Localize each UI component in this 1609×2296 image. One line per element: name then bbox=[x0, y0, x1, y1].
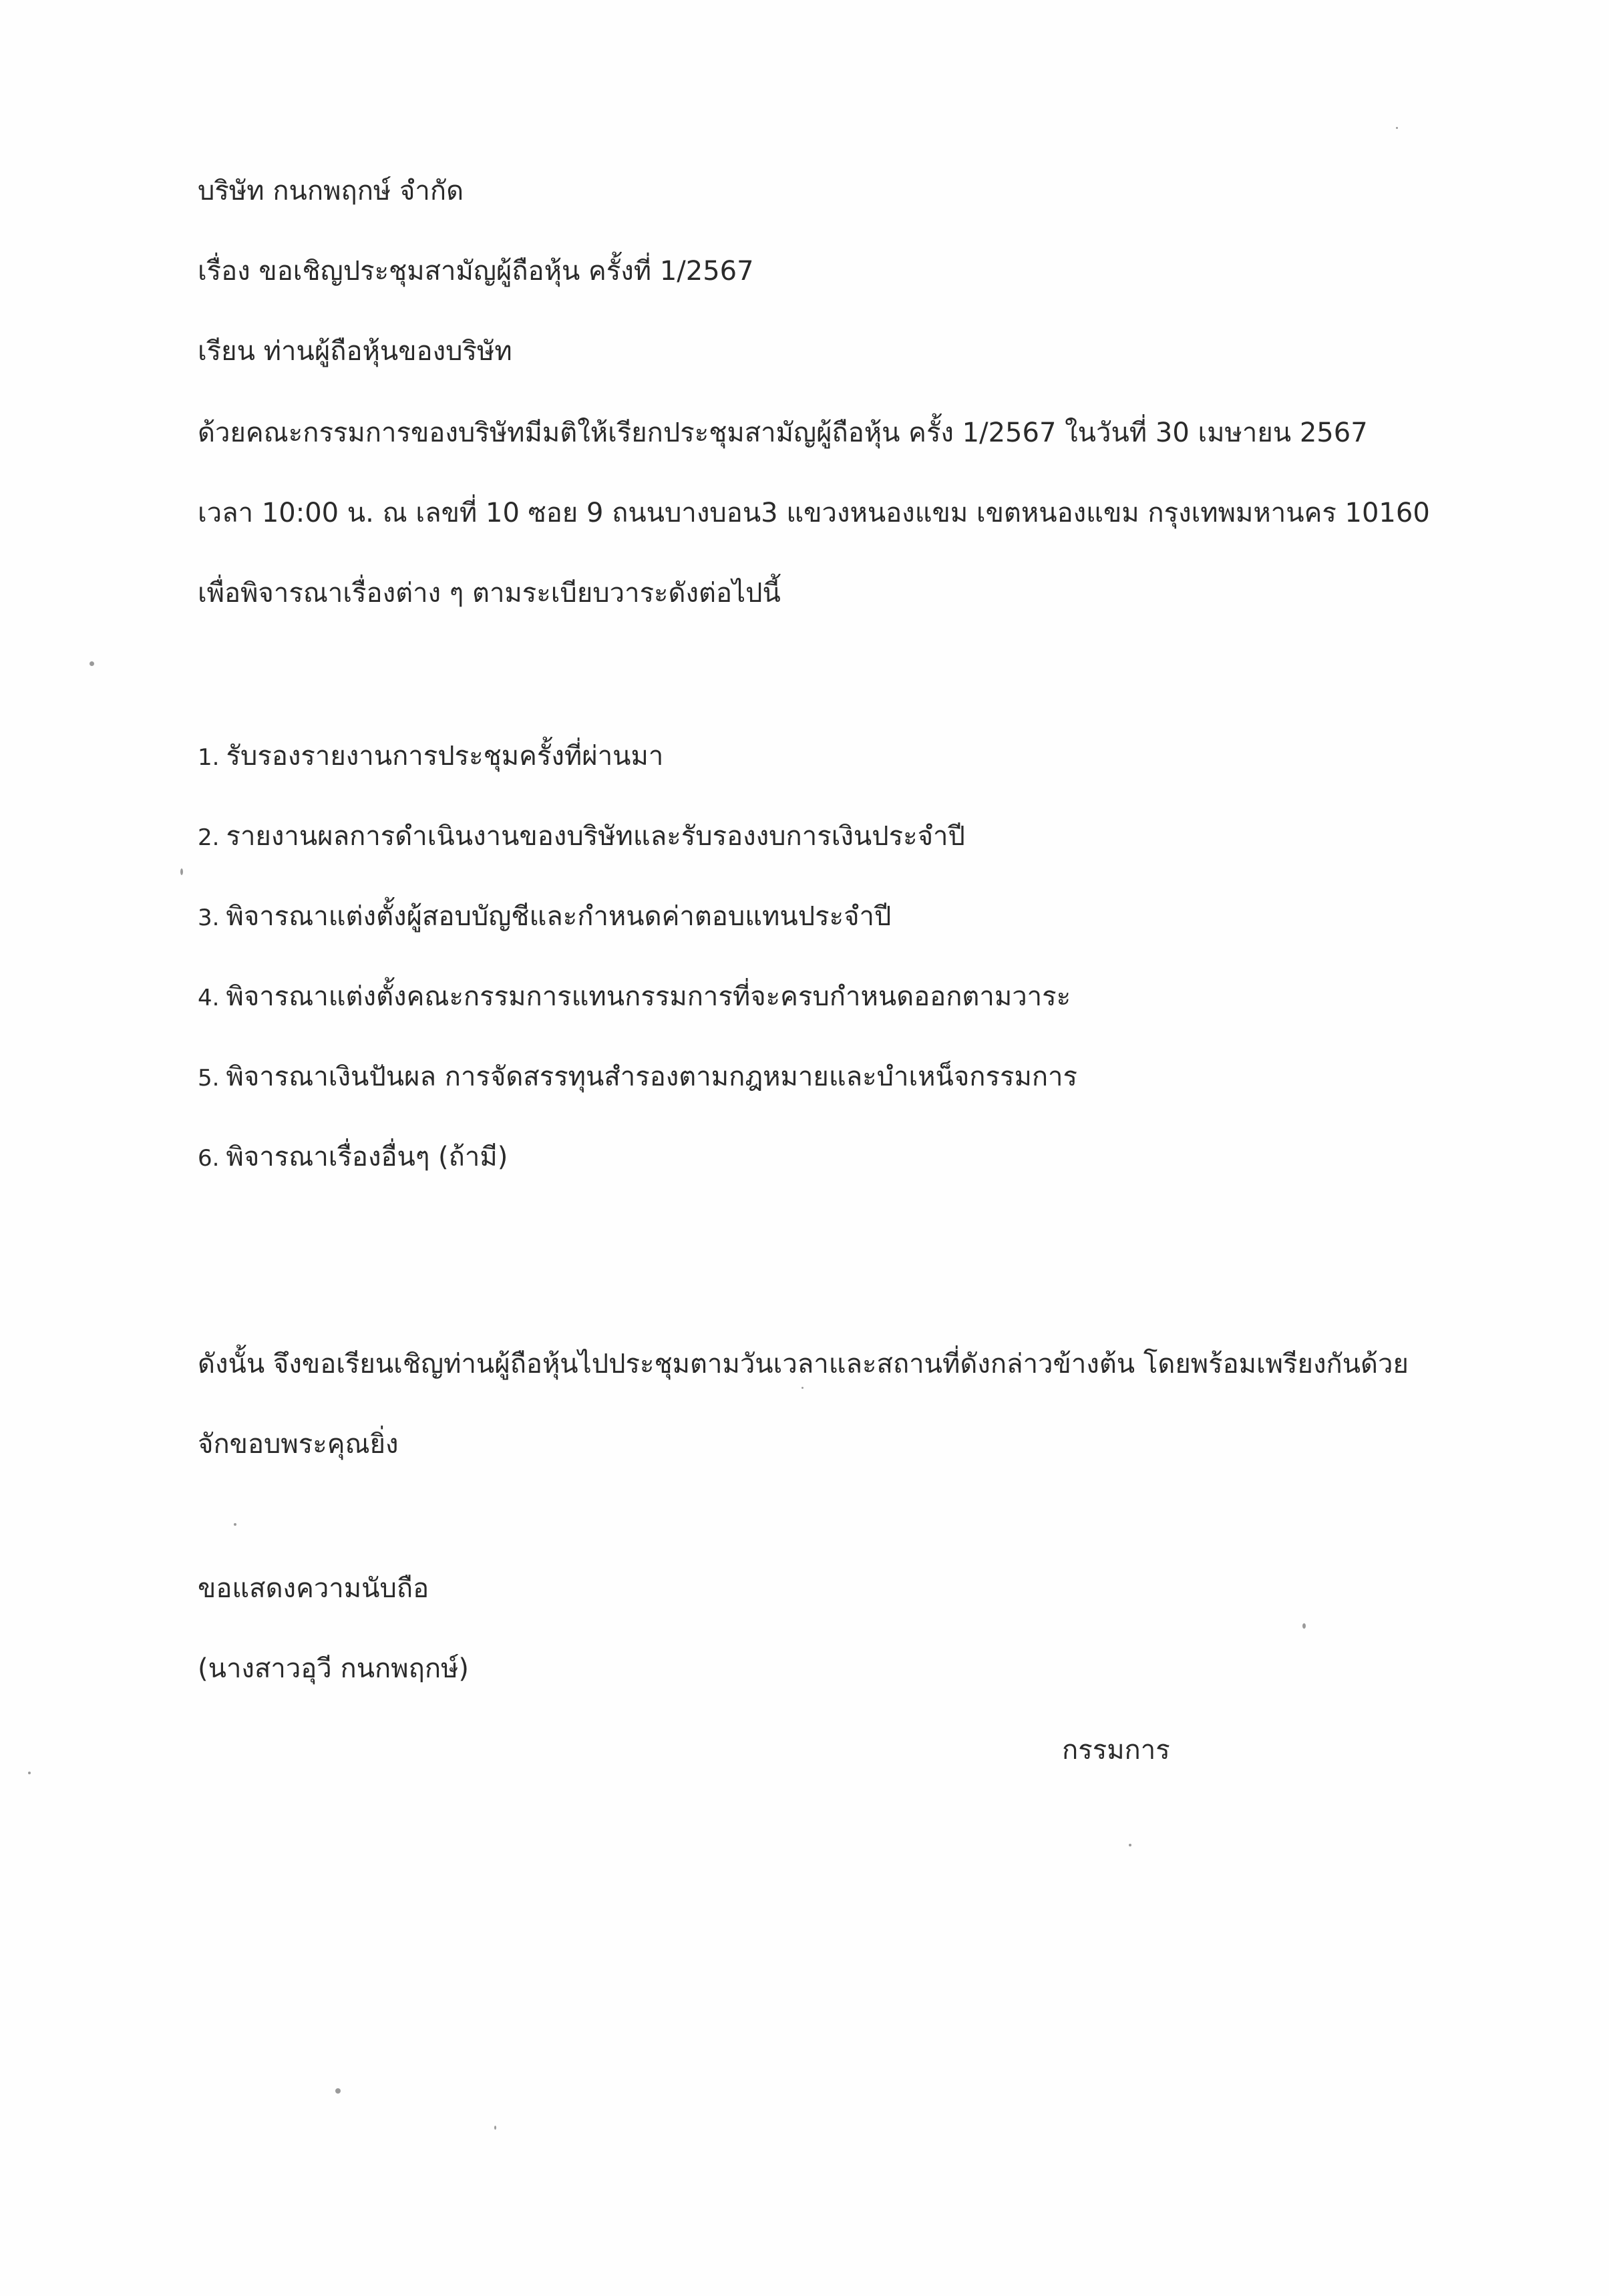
scan-speck bbox=[335, 2088, 341, 2094]
body-line-2: เวลา 10:00 น. ณ เลขที่ 10 ซอย 9 ถนนบางบอน3 แขวงหนองแขม เขตหนองแขม กรุงเทพมหานคร 10160 bbox=[198, 498, 1430, 528]
closing-line-2: จักขอบพระคุณยิ่ง bbox=[198, 1429, 399, 1460]
agenda-item-text: พิจารณาแต่งตั้งคณะกรรมการแทนกรรมการที่จะครบกำหนดออกตามวาระ bbox=[226, 981, 1071, 1012]
agenda-item-number: 5. bbox=[198, 1065, 220, 1092]
signatory-position: กรรมการ bbox=[1062, 1735, 1170, 1766]
scan-speck bbox=[1302, 1623, 1306, 1629]
closing-line-1: ดังนั้น จึงขอเรียนเชิญท่านผู้ถือหุ้นไปประชุมตามวันเวลาและสถานที่ดังกล่าวข้างต้น โดยพร้อมเพรียงกันด้วย bbox=[198, 1349, 1409, 1379]
scan-speck bbox=[234, 1523, 236, 1526]
agenda-item-3 bbox=[198, 898, 891, 937]
agenda-item-2 bbox=[198, 818, 965, 856]
agenda-item-5 bbox=[198, 1058, 1077, 1097]
agenda-item-text: พิจารณาเงินปันผล การจัดสรรทุนสำรองตามกฎหมายและบำเหน็จกรรมการ bbox=[226, 1061, 1077, 1092]
scan-speck bbox=[801, 1387, 803, 1389]
agenda-item-1 bbox=[198, 737, 663, 776]
agenda-item-text: รับรองรายงานการประชุมครั้งที่ผ่านมา bbox=[226, 741, 664, 772]
letter-subject: เรื่อง ขอเชิญประชุมสามัญผู้ถือหุ้น ครั้งที่ 1/2567 bbox=[198, 256, 754, 287]
company-name: บริษัท กนกพฤกษ์ จำกัด bbox=[198, 176, 464, 206]
scan-speck bbox=[1396, 127, 1398, 129]
scan-speck bbox=[1129, 1844, 1131, 1846]
agenda-item-number: 6. bbox=[198, 1145, 220, 1172]
agenda-item-number: 1. bbox=[198, 744, 220, 771]
agenda-item-4 bbox=[198, 978, 1071, 1017]
body-line-1: ด้วยคณะกรรมการของบริษัทมีมติให้เรียกประชุมสามัญผู้ถือหุ้น ครั้ง 1/2567 ในวันที่ 30 เมษายน 2567 bbox=[198, 418, 1368, 448]
regards: ขอแสดงความนับถือ bbox=[198, 1573, 429, 1604]
scan-speck bbox=[28, 1772, 31, 1774]
signatory-name: (นางสาวอุวี กนกพฤกษ์) bbox=[198, 1653, 470, 1684]
agenda-item-text: พิจารณาเรื่องอื่นๆ (ถ้ามี) bbox=[226, 1142, 508, 1172]
body-line-3: เพื่อพิจารณาเรื่องต่าง ๆ ตามระเบียบวาระดังต่อไปนี้ bbox=[198, 578, 781, 609]
agenda-item-6 bbox=[198, 1138, 508, 1177]
letter-salutation: เรียน ท่านผู้ถือหุ้นของบริษัท bbox=[198, 336, 512, 367]
scan-speck bbox=[180, 868, 183, 875]
agenda-item-text: รายงานผลการดำเนินงานของบริษัทและรับรองงบการเงินประจำปี bbox=[226, 821, 965, 852]
agenda-item-text: พิจารณาแต่งตั้งผู้สอบบัญชีและกำหนดค่าตอบแทนประจำปี bbox=[226, 901, 892, 932]
agenda-item-number: 3. bbox=[198, 905, 220, 931]
scan-speck bbox=[90, 661, 94, 666]
agenda-item-number: 2. bbox=[198, 824, 220, 851]
agenda-item-number: 4. bbox=[198, 985, 220, 1011]
scan-speck bbox=[494, 2126, 496, 2130]
